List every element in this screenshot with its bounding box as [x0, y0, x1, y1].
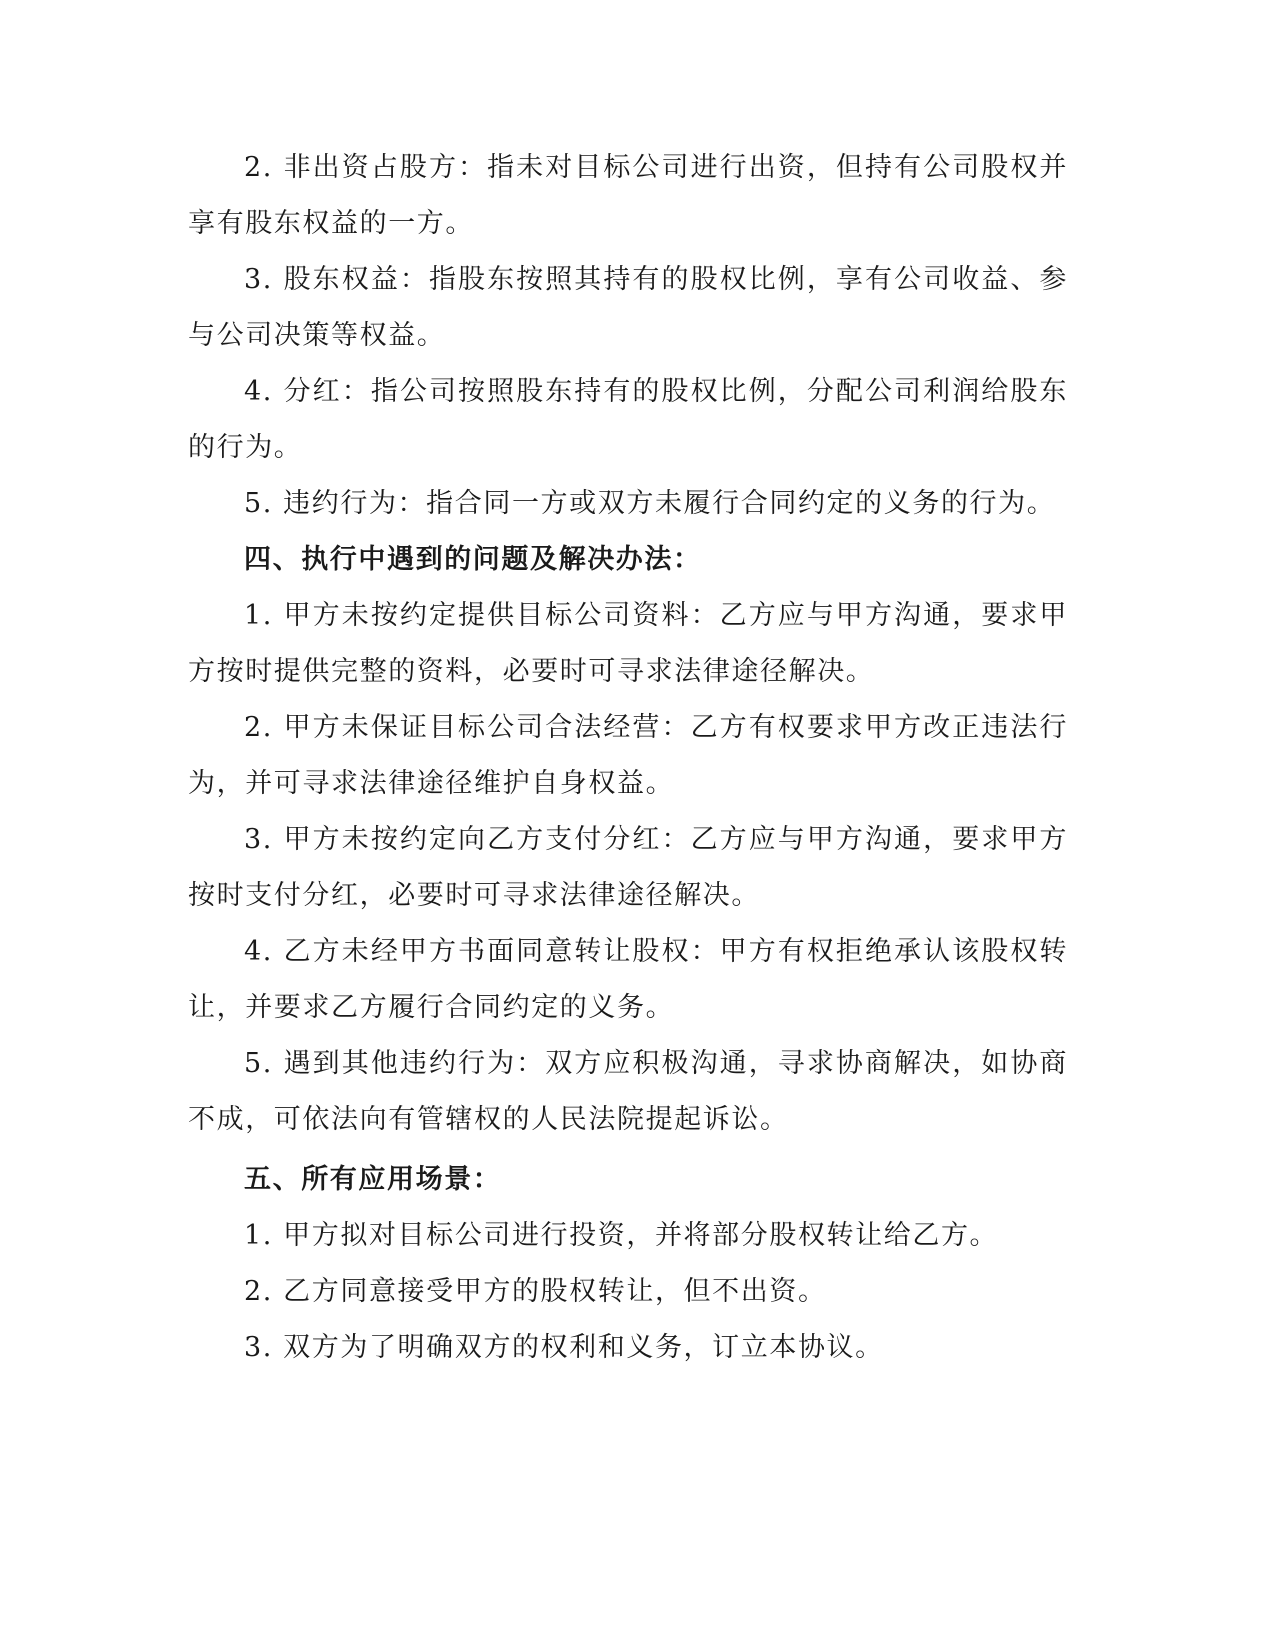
section-4-item-5: 5. 遇到其他违约行为：双方应积极沟通，寻求协商解决，如协商不成，可依法向有管辖权的人民法院提起诉讼。: [188, 1048, 1068, 1135]
definition-item-4: 4. 分红：指公司按照股东持有的股权比例，分配公司利润给股东的行为。: [188, 376, 1068, 463]
section-4-item-3: 3. 甲方未按约定向乙方支付分红：乙方应与甲方沟通，要求甲方按时支付分红，必要时可寻求法律途径解决。: [188, 824, 1068, 911]
section-5-item-1: 1. 甲方拟对目标公司进行投资，并将部分股权转让给乙方。: [244, 1220, 999, 1251]
definition-item-2: 2. 非出资占股方：指未对目标公司进行出资，但持有公司股权并享有股东权益的一方。: [188, 152, 1068, 239]
definition-item-3: 3. 股东权益：指股东按照其持有的股权比例，享有公司收益、参与公司决策等权益。: [188, 264, 1068, 351]
section-5-heading: 五、所有应用场景：: [244, 1164, 502, 1195]
section-5-item-2: 2. 乙方同意接受甲方的股权转让，但不出资。: [244, 1276, 827, 1307]
definition-item-5: 5. 违约行为：指合同一方或双方未履行合同约定的义务的行为。: [244, 488, 1056, 519]
section-4-item-2: 2. 甲方未保证目标公司合法经营：乙方有权要求甲方改正违法行为，并可寻求法律途径维护自身权益。: [188, 712, 1068, 799]
section-4-item-4: 4. 乙方未经甲方书面同意转让股权：甲方有权拒绝承认该股权转让，并要求乙方履行合同约定的义务。: [188, 936, 1068, 1023]
section-5-item-3: 3. 双方为了明确双方的权利和义务，订立本协议。: [244, 1332, 884, 1363]
document-page: [188, 140, 1068, 1376]
section-4-heading: 四、执行中遇到的问题及解决办法：: [244, 544, 702, 575]
section-4-item-1: 1. 甲方未按约定提供目标公司资料：乙方应与甲方沟通，要求甲方按时提供完整的资料，必要时可寻求法律途径解决。: [188, 600, 1068, 687]
